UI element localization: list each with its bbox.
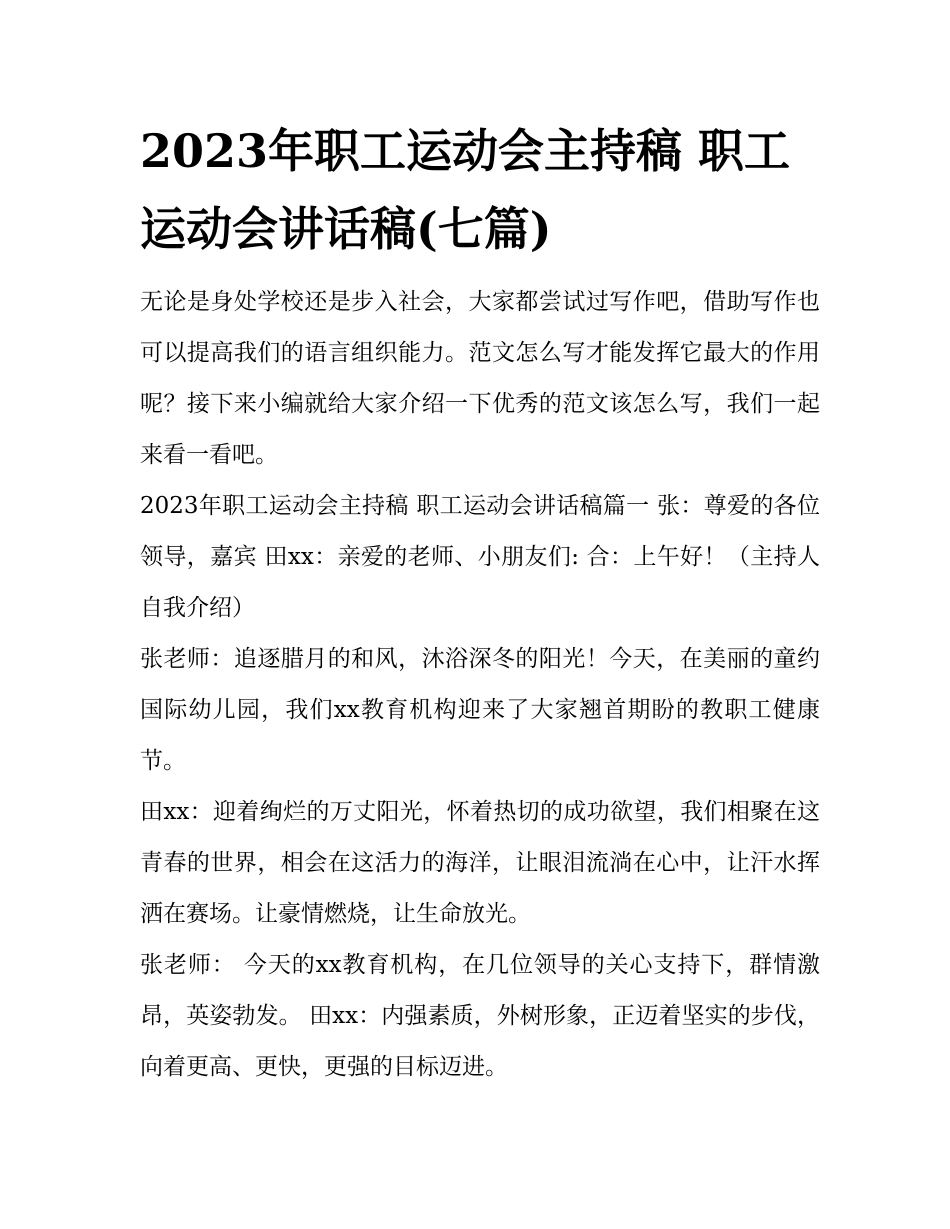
paragraph-opening: 2023年职工运动会主持稿 职工运动会讲话稿篇一 张：尊爱的各位领导，嘉宾 田xx：亲爱的老师、小朋友们: 合：上午好！（主持人自我介绍） — [140, 493, 820, 621]
paragraph-teacher-zhang-1: 张老师：追逐腊月的和风，沐浴深冬的阳光！今天，在美丽的童约国际幼儿园，我们xx教育机构迎来了大家翘首期盼的教职工健康节。 — [140, 646, 820, 774]
paragraph-teacher-zhang-2: 张老师： 今天的xx教育机构，在几位领导的关心支持下，群情激昂，英姿勃发。 田xx：内强素质，外树形象，正迈着坚实的步伐，向着更高、更快，更强的目标迈进。 — [140, 952, 820, 1080]
document-title: 2023年职工运动会主持稿 职工运动会讲话稿(七篇) — [140, 124, 791, 256]
paragraph-tian-1: 田xx：迎着绚烂的万丈阳光，怀着热切的成功欲望，我们相聚在这青春的世界，相会在这活力的海洋，让眼泪流淌在心中，让汗水挥洒在赛场。让豪情燃烧，让生命放光。 — [140, 799, 820, 927]
paragraph-intro: 无论是身处学校还是步入社会，大家都尝试过写作吧，借助写作也可以提高我们的语言组织能力。范文怎么写才能发挥它最大的作用呢？接下来小编就给大家介绍一下优秀的范文该怎么写，我们一起来看一看吧。 — [140, 289, 820, 468]
document-body — [140, 277, 820, 1093]
